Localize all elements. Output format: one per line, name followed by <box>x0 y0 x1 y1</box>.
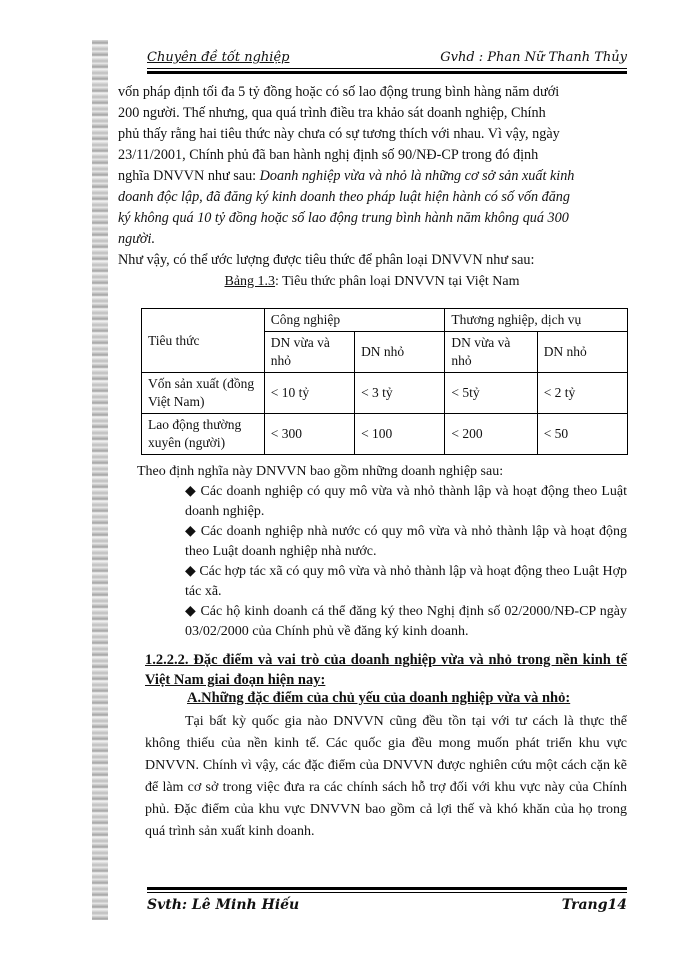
list-item <box>145 562 627 602</box>
intro-line: vốn pháp định tối đa 5 tỷ đồng hoặc có số lao động trung bình hàng năm dưới <box>118 84 560 100</box>
intro-line-plain: nghĩa DNVVN như sau: <box>118 168 260 184</box>
page-header <box>147 50 627 69</box>
table-header-row <box>142 309 628 332</box>
subsection-heading: A.Những đặc điểm của chủ yếu của doanh nghiệp vừa và nhỏ: <box>187 690 571 706</box>
enterprise-type-list <box>137 462 627 642</box>
intro-line: phủ thấy rằng hai tiêu thức này chưa có sự tương thích với nhau. Vì vậy, ngày <box>118 126 560 142</box>
paragraph-text: Tại bất kỳ quốc gia nào DNVVN cũng đều tồn tại với tư cách là thực thể không thiếu của nền kinh tế. Các quốc gia đều mong muốn phát triển khu vực DNVVN. Chính vì vậy, các đặc điểm của DNVVN được nghiên cứu một cách cặn kẽ để làm cơ sở trong việc đưa ra các chính sách hỗ trợ đối với khu vực này của Chính phủ. Đặc điểm của khu vực DNVVN bao gồm cả lợi thế và khó khăn của họ trong quá trình sản xuất kinh doanh. <box>145 714 627 839</box>
diamond-bullet-icon: ◆ <box>185 604 197 619</box>
scan-binding-edge <box>92 40 108 920</box>
list-item-text: Các doanh nghiệp nhà nước có quy mô vừa và nhỏ thành lập và hoạt động theo Luật doanh nghiệp nhà nước. <box>185 524 627 559</box>
table-caption-text: : Tiêu thức phân loại DNVVN tại Việt Nam <box>275 274 520 289</box>
criteria-header: Tiêu thức <box>142 309 265 373</box>
table-cell: < 100 <box>355 414 445 455</box>
sub-medium-small: DN vừa và nhỏ <box>445 332 537 373</box>
definition-text: Doanh nghiệp vừa và nhỏ là những cơ sở sản xuất kinh <box>259 168 575 184</box>
diamond-bullet-icon: ◆ <box>185 484 197 499</box>
characteristics-paragraph <box>145 711 627 843</box>
footer-divider <box>147 887 627 890</box>
table-cell: < 3 tỷ <box>355 373 445 414</box>
table-row <box>142 373 628 414</box>
table-cell: < 10 tỷ <box>264 373 354 414</box>
table-caption <box>118 274 626 290</box>
footer-divider-thin <box>147 892 627 893</box>
diamond-bullet-icon: ◆ <box>185 564 196 579</box>
table-cell: < 50 <box>537 414 627 455</box>
list-item <box>145 522 627 562</box>
row-label: Vốn sản xuất (đồng Việt Nam) <box>142 373 265 414</box>
sub-small: DN nhỏ <box>537 332 627 373</box>
row-label: Lao động thường xuyên (người) <box>142 414 265 455</box>
list-item-text: Các hợp tác xã có quy mô vừa và nhỏ thành lập và hoạt động theo Luật Hợp tác xã. <box>185 564 627 599</box>
sub-medium-small: DN vừa và nhỏ <box>264 332 354 373</box>
table-cell: < 300 <box>264 414 354 455</box>
definition-line: ký không quá 10 tỷ đồng hoặc số lao động trung bình hành năm không quá 300 <box>118 210 569 226</box>
footer-student: Svth: Lê Minh Hiếu <box>147 897 300 913</box>
diamond-bullet-icon: ◆ <box>185 524 197 539</box>
group-trade-service: Thương nghiệp, dịch vụ <box>445 309 628 332</box>
intro-line: Như vậy, có thể ước lượng được tiêu thức để phân loại DNVVN như sau: <box>118 252 535 268</box>
intro-paragraph <box>118 82 626 271</box>
list-item-text: Các doanh nghiệp có quy mô vừa và nhỏ thành lập và hoạt động theo Luật doanh nghiệp. <box>185 484 627 519</box>
section-heading: 1.2.2.2. Đặc điểm và vai trò của doanh nghiệp vừa và nhỏ trong nền kinh tế Việt Nam giai đoạn hiện nay: <box>145 652 627 688</box>
header-divider <box>147 71 627 74</box>
intro-line: 23/11/2001, Chính phủ đã ban hành nghị định số 90/NĐ-CP trong đó định <box>118 147 539 163</box>
criteria-table <box>141 308 628 455</box>
table-row <box>142 414 628 455</box>
header-title: Chuyên đề tốt nghiệp <box>147 50 290 65</box>
intro-line <box>118 166 626 187</box>
table-cell: < 200 <box>445 414 537 455</box>
definition-line: doanh độc lập, đã đăng ký kinh doanh theo pháp luật hiện hành có số vốn đăng <box>118 189 570 205</box>
list-item <box>145 602 627 642</box>
sub-small: DN nhỏ <box>355 332 445 373</box>
group-industry: Công nghiệp <box>264 309 445 332</box>
list-item-text: Các hộ kinh doanh cá thể đăng ký theo Nghị định số 02/2000/NĐ-CP ngày 03/02/2000 của Chính phủ về đăng ký kinh doanh. <box>185 604 627 639</box>
table-cell: < 5tỷ <box>445 373 537 414</box>
header-advisor: Gvhd : Phan Nữ Thanh Thủy <box>440 50 627 65</box>
definition-line: người. <box>118 231 155 247</box>
page-number: Trang14 <box>561 897 627 913</box>
list-item <box>145 482 627 522</box>
table-cell: < 2 tỷ <box>537 373 627 414</box>
list-intro: Theo định nghĩa này DNVVN bao gồm những doanh nghiệp sau: <box>137 464 504 479</box>
intro-line: 200 người. Thế nhưng, qua quá trình điều tra khảo sát doanh nghiệp, Chính <box>118 105 546 121</box>
table-caption-label: Bảng 1.3 <box>224 274 276 289</box>
